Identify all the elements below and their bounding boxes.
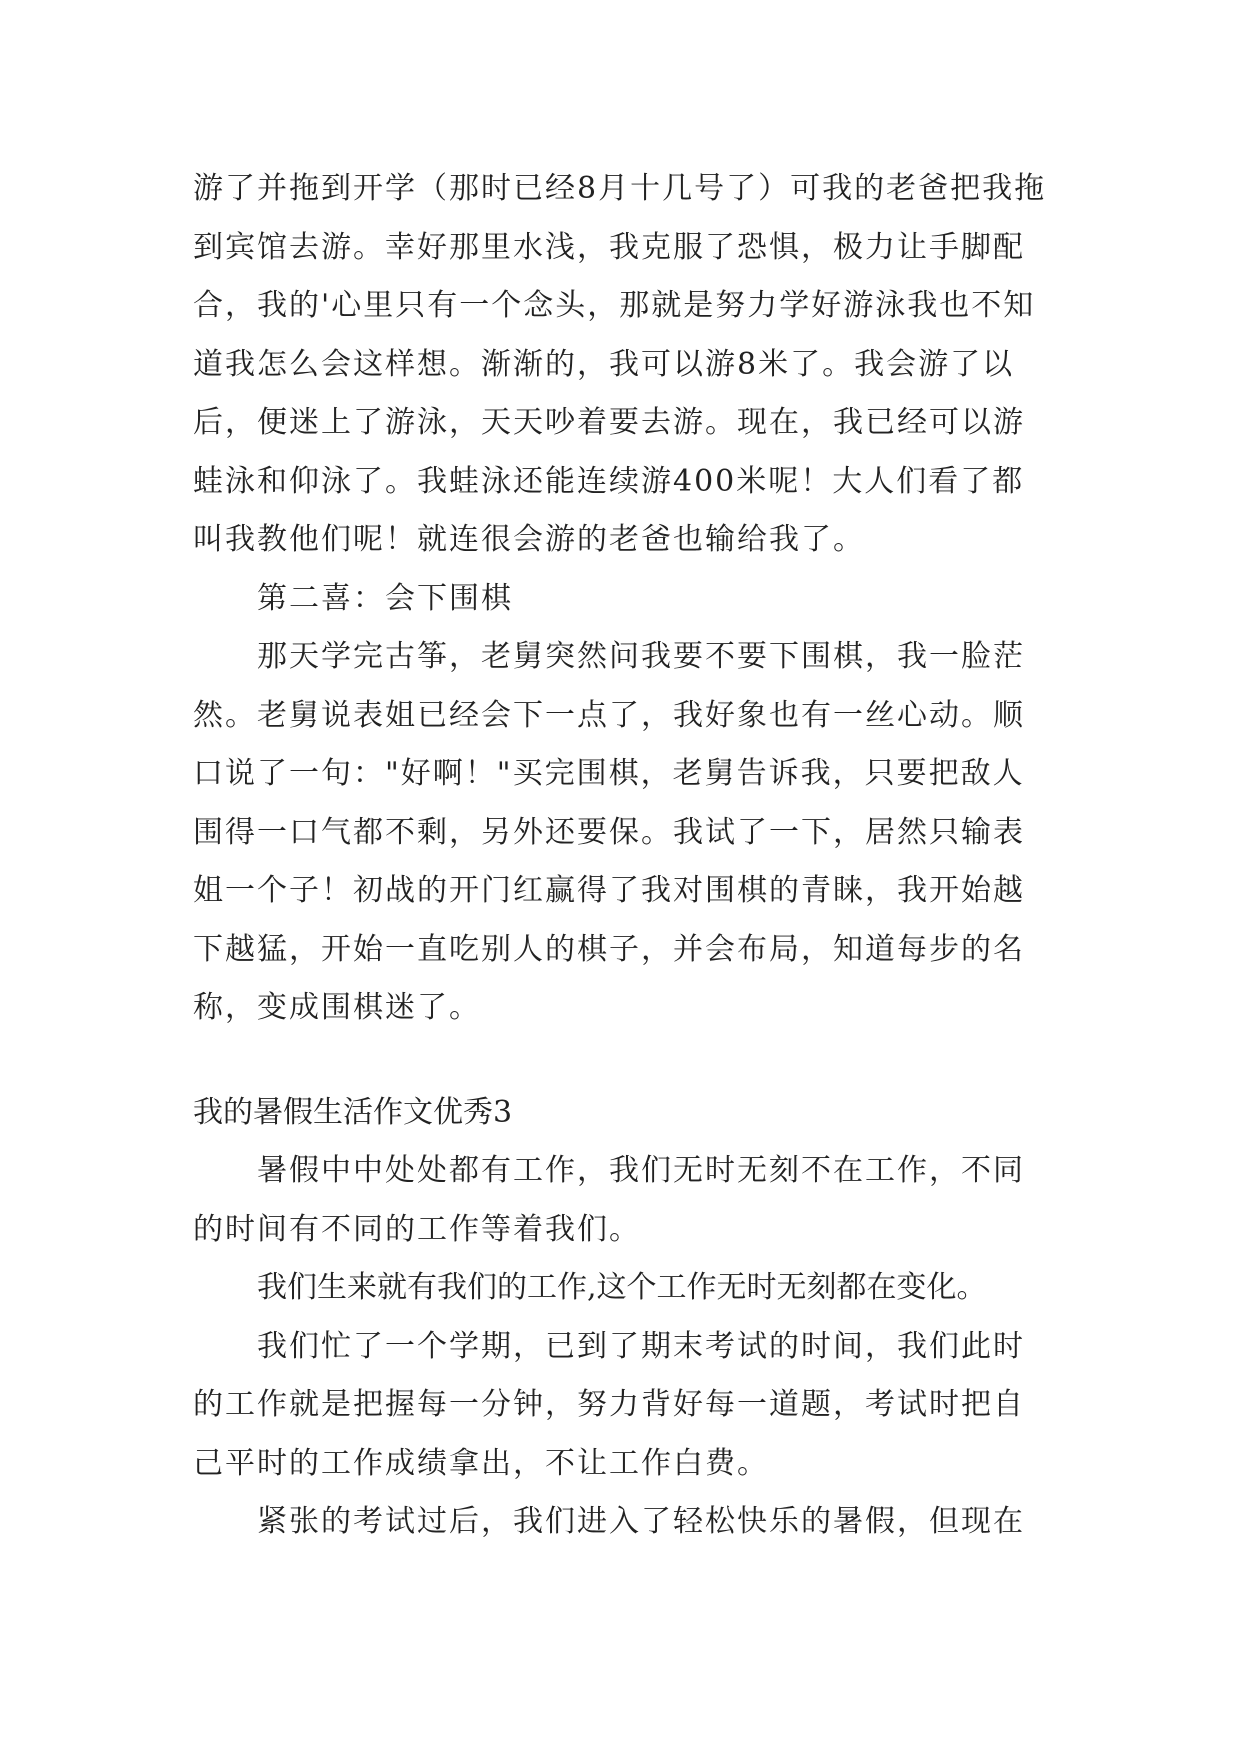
paragraph-heading-go: 第二喜：会下围棋 [257, 580, 513, 616]
paragraph-work-everywhere: 暑假中中处处都有工作，我们无时无刻不在工作，不同的时间有不同的工作等着我们。 [193, 1153, 1025, 1247]
paragraph-go-story: 那天学完古筝，老舅突然问我要不要下围棋，我一脸茫然。老舅说表姐已经会下一点了，我好象也有一丝心动。顺口说了一句："好啊！"买完围棋，老舅告诉我，只要把敌人围得一口气都不剩，另外还要保。我试了一下，居然只输表姐一个子！初战的开门红赢得了我对围棋的青睐，我开始越下越猛，开始一直吃别人的棋子，并会布局，知道每步的名称，变成围棋迷了。 [193, 639, 1025, 1025]
paragraph-spacer [193, 1038, 1053, 1084]
paragraph-after-exam: 紧张的考试过后，我们进入了轻松快乐的暑假，但现在 [257, 1504, 1025, 1539]
paragraph-born-with-work: 我们生来就有我们的工作,这个工作无时无刻都在变化。 [257, 1270, 987, 1305]
paragraph-exam-time: 我们忙了一个学期，已到了期末考试的时间，我们此时的工作就是把握每一分钟，努力背好每一道题，考试时把自己平时的工作成绩拿出，不让工作白费。 [193, 1328, 1025, 1481]
document-body [193, 160, 1053, 1552]
section-title: 我的暑假生活作文优秀3 [193, 1094, 513, 1130]
paragraph-swimming: 游了并拖到开学（那时已经8月十几号了）可我的老爸把我拖到宾馆去游。幸好那里水浅，我克服了恐惧，极力让手脚配合，我的'心里只有一个念头，那就是努力学好游泳我也不知道我怎么会这样想。渐渐的，我可以游8米了。我会游了以后，便迷上了游泳，天天吵着要去游。现在，我已经可以游蛙泳和仰泳了。我蛙泳还能连续游400米呢！大人们看了都叫我教他们呢！就连很会游的老爸也输给我了。 [193, 171, 1047, 557]
